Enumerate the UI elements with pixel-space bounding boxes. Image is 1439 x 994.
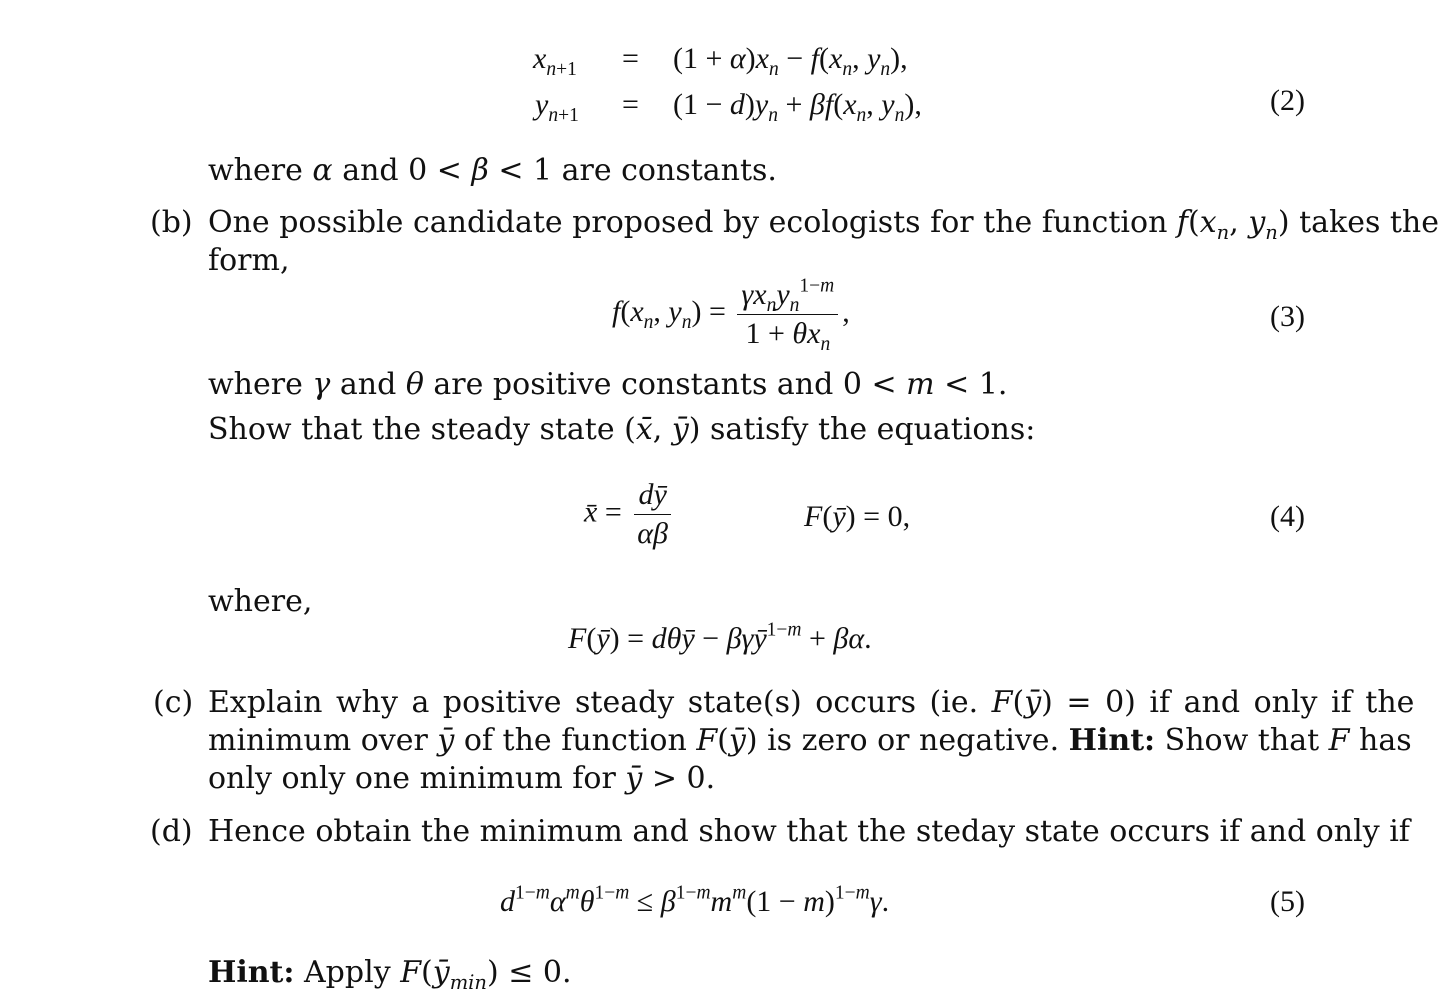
eq4-rhs: F(ȳ) = 0, bbox=[804, 500, 911, 533]
eq2-rhs1: $(1 + \alpha)x_n - f(x_n$, $y_n$), bbox=[673, 42, 908, 80]
part-b-line2: form, bbox=[208, 243, 290, 278]
eq2-lhs2: $y_{n+1}$ bbox=[535, 88, 579, 126]
eq2-lhs1: $x_{n+1}$ bbox=[533, 42, 577, 80]
show-steady-state: Show that the steady state (x̄, ȳ) satisfy the equations: bbox=[208, 412, 1036, 447]
part-c-label: (c) bbox=[153, 685, 194, 720]
eq4-left bbox=[584, 478, 676, 551]
eq4-lhs: x̄ = bbox=[584, 495, 622, 529]
where-constants: where α and 0 < β < 1 are constants. bbox=[208, 153, 777, 188]
part-d-hint: Hint: Apply $F(ȳ_{min}) \le 0$. bbox=[208, 955, 572, 994]
eq4-numerator: dȳ bbox=[634, 478, 670, 515]
eq2-number: (2) bbox=[1270, 84, 1305, 117]
where2: where, bbox=[208, 584, 313, 619]
part-c-line3: only only one minimum for ȳ > 0. bbox=[208, 761, 716, 796]
part-c-line2: minimum over ȳ of the function F(ȳ) is zero or negative. Hint: Show that F has bbox=[208, 723, 1412, 758]
eq5: $d^{1-m}\alpha^m\theta^{1-m} \le \beta^{1-m}m^m(1 - m)^{1-m}\gamma$. bbox=[500, 882, 890, 918]
eq3: $f(x_n$, $y_n$) = $\frac{\gamma x_ny_n^{1-m}}{1 + \theta x_n}$ , bbox=[612, 275, 850, 355]
eq3-numerator: $\gamma x_ny_n^{1-m}$ bbox=[737, 278, 838, 315]
where-gamma-theta: where γ and θ are positive constants and 0 < m < 1. bbox=[208, 367, 1008, 402]
eq4-denominator: αβ bbox=[637, 517, 668, 550]
eq3-lhs: $f(x_n$, $y_n$) = bbox=[612, 295, 726, 334]
part-d-hint-label: Hint: bbox=[208, 955, 295, 990]
part-c-line1: Explain why a positive steady state(s) occurs (ie. F(ȳ) = 0) if and only if the bbox=[208, 685, 1415, 720]
eq3-number: (3) bbox=[1270, 300, 1305, 333]
part-d-line1: Hence obtain the minimum and show that the steday state occurs if and only if bbox=[208, 814, 1410, 849]
eq5-number: (5) bbox=[1270, 885, 1305, 918]
eq4-fraction bbox=[633, 478, 672, 551]
eq3-fraction bbox=[737, 275, 838, 355]
part-d-label: (d) bbox=[150, 814, 193, 849]
eq3-denominator: $1 + \theta x_n$ bbox=[745, 317, 831, 355]
part-c-hint-label: Hint: bbox=[1068, 723, 1156, 758]
part-b-line1: One possible candidate proposed by ecologists for the function $f(x_n$, $y_n$) takes the bbox=[208, 205, 1439, 244]
part-b-label: (b) bbox=[150, 205, 193, 240]
eq4-number: (4) bbox=[1270, 500, 1305, 533]
F-definition: F(ȳ) = dθȳ − βγȳ$^{1-m}$ + βα. bbox=[568, 619, 872, 655]
eq2-rhs2: $(1 - d)y_n + \beta f(x_n$, $y_n$), bbox=[673, 88, 922, 126]
eq2-eqsign2: = bbox=[622, 88, 639, 121]
eq2-eqsign1: = bbox=[622, 42, 639, 75]
